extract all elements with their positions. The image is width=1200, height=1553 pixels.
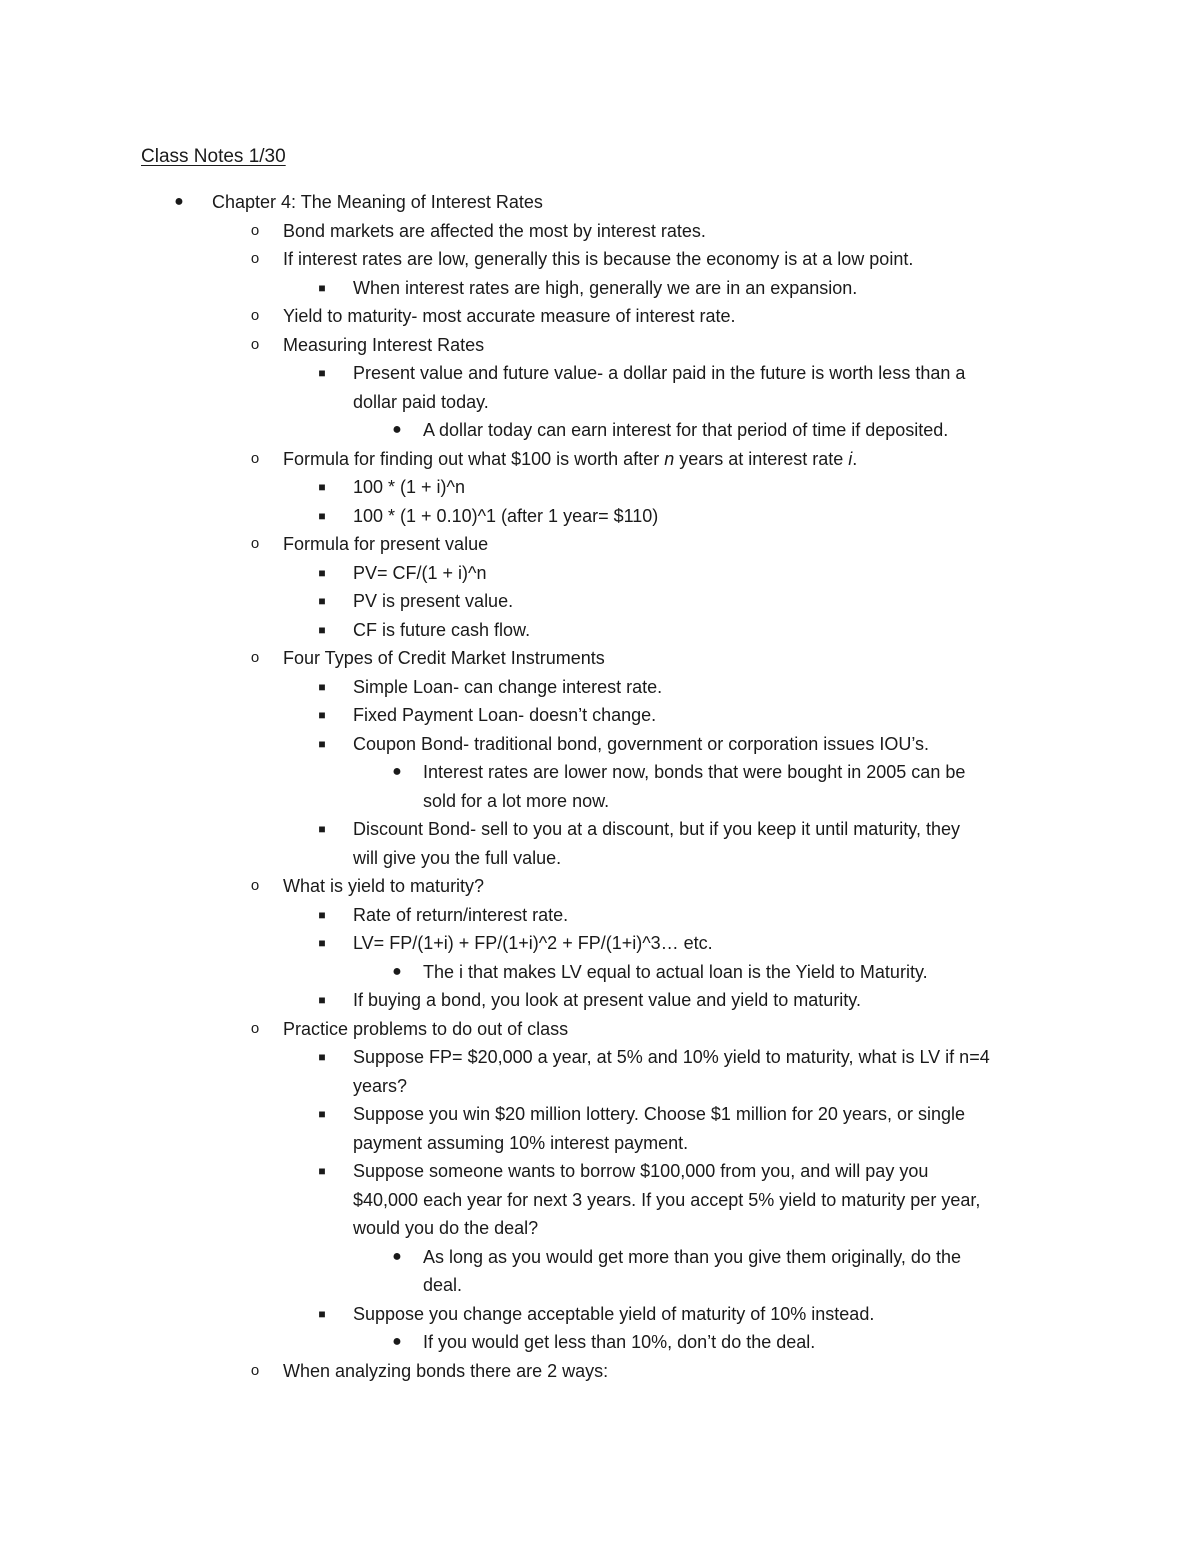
list-item — [0, 245, 1200, 274]
circle-bullet-icon: o — [250, 1361, 260, 1379]
square-bullet-icon: ■ — [318, 1107, 326, 1121]
list-item — [0, 758, 1200, 787]
notes-outline — [0, 188, 1200, 1385]
circle-bullet-icon: o — [250, 250, 260, 267]
list-item-text: Suppose someone wants to borrow $100,000 from you, and will pay you — [353, 1161, 929, 1181]
list-item-continuation — [0, 1072, 1200, 1101]
square-bullet-icon: ■ — [318, 679, 326, 694]
list-item — [0, 1157, 1200, 1186]
list-item-text: Suppose you win $20 million lottery. Choose $1 million for 20 years, or single — [353, 1104, 965, 1124]
disc-bullet-icon: ● — [174, 193, 184, 210]
list-item-text: LV= FP/(1+i) + FP/(1+i)^2 + FP/(1+i)^3… etc. — [353, 933, 713, 953]
list-item-text: When interest rates are high, generally we are in an expansion. — [353, 277, 858, 298]
square-bullet-icon: ■ — [318, 708, 326, 722]
list-item-text: years? — [353, 1075, 408, 1096]
square-bullet-icon: ■ — [318, 736, 326, 751]
square-bullet-icon: ■ — [318, 480, 326, 494]
list-item — [0, 331, 1200, 360]
square-bullet-icon: ■ — [318, 1050, 326, 1064]
list-item — [0, 644, 1200, 673]
list-item-text: If interest rates are low, generally this is because the economy is at a low point. — [283, 249, 914, 269]
circle-bullet-icon: o — [250, 877, 260, 894]
list-item-text — [283, 445, 857, 474]
list-item-text: Four Types of Credit Market Instruments — [283, 648, 605, 668]
list-item — [0, 815, 1200, 844]
disc-bullet-icon: ● — [392, 1247, 402, 1265]
square-bullet-icon: ■ — [318, 280, 326, 295]
square-bullet-icon: ■ — [318, 508, 326, 523]
list-item-text: Suppose you change acceptable yield of maturity of 10% instead. — [353, 1303, 875, 1324]
list-item-continuation — [0, 787, 1200, 816]
list-item-text: Interest rates are lower now, bonds that were bought in 2005 can be — [423, 762, 966, 782]
square-bullet-icon: ■ — [318, 822, 326, 836]
list-item-text: 100 * (1 + 0.10)^1 (after 1 year= $110) — [353, 505, 659, 526]
text-fragment: Formula for finding out what $100 is worth after — [283, 448, 665, 469]
list-item — [0, 1243, 1200, 1272]
list-item-text: Practice problems to do out of class — [283, 1018, 569, 1039]
list-item — [0, 559, 1200, 588]
list-item — [0, 701, 1200, 730]
list-item — [0, 1300, 1200, 1329]
list-item — [0, 673, 1200, 702]
list-item — [0, 616, 1200, 645]
list-item-text: Present value and future value- a dollar paid in the future is worth less than a — [353, 363, 966, 383]
list-item-text: The i that makes LV equal to actual loan is the Yield to Maturity. — [423, 961, 928, 982]
disc-bullet-icon: ● — [392, 1333, 402, 1350]
circle-bullet-icon: o — [250, 449, 260, 467]
list-item — [0, 416, 1200, 445]
list-item — [0, 587, 1200, 616]
list-item — [0, 1357, 1200, 1386]
list-item — [0, 502, 1200, 531]
square-bullet-icon: ■ — [318, 993, 326, 1007]
list-item-text: When analyzing bonds there are 2 ways: — [283, 1360, 609, 1381]
list-item-text: Chapter 4: The Meaning of Interest Rates — [212, 192, 543, 212]
list-item — [0, 1100, 1200, 1129]
square-bullet-icon: ■ — [318, 907, 326, 922]
circle-bullet-icon: o — [250, 1019, 260, 1037]
list-item-text: Coupon Bond- traditional bond, government or corporation issues IOU’s. — [353, 733, 929, 754]
list-item-text: Fixed Payment Loan- doesn’t change. — [353, 705, 657, 725]
list-item — [0, 1043, 1200, 1072]
list-item — [0, 730, 1200, 759]
list-item-text: If you would get less than 10%, don’t do the deal. — [423, 1332, 816, 1352]
list-item-text: $40,000 each year for next 3 years. If you accept 5% yield to maturity per year, — [353, 1189, 981, 1210]
list-item-text: Rate of return/interest rate. — [353, 904, 569, 925]
square-bullet-icon: ■ — [318, 936, 326, 950]
text-fragment: n — [664, 448, 675, 469]
list-item-text: Bond markets are affected the most by interest rates. — [283, 220, 706, 241]
list-item-text: A dollar today can earn interest for that period of time if deposited. — [423, 420, 949, 440]
list-item-text: What is yield to maturity? — [283, 876, 485, 896]
list-item-text: CF is future cash flow. — [353, 619, 531, 640]
list-item-text: would you do the deal? — [353, 1218, 539, 1238]
list-item — [0, 872, 1200, 901]
list-item — [0, 530, 1200, 559]
list-item-text: Formula for present value — [283, 534, 489, 554]
list-item-text: PV is present value. — [353, 591, 514, 611]
list-item-text: PV= CF/(1 + i)^n — [353, 562, 487, 583]
text-fragment: years at interest rate — [674, 448, 849, 469]
list-item-text: Yield to maturity- most accurate measure of interest rate. — [283, 306, 736, 326]
list-item-text: 100 * (1 + i)^n — [353, 477, 466, 497]
list-item-text: will give you the full value. — [353, 847, 562, 868]
list-item-text: If buying a bond, you look at present value and yield to maturity. — [353, 990, 861, 1010]
square-bullet-icon: ■ — [318, 594, 326, 608]
square-bullet-icon: ■ — [318, 1164, 326, 1178]
circle-bullet-icon: o — [250, 335, 260, 353]
list-item — [0, 188, 1200, 217]
list-item-text: dollar paid today. — [353, 391, 489, 412]
list-item — [0, 445, 1200, 474]
list-item — [0, 901, 1200, 930]
list-item-text: Discount Bond- sell to you at a discount, but if you keep it until maturity, they — [353, 819, 960, 839]
circle-bullet-icon: o — [250, 221, 260, 239]
circle-bullet-icon: o — [250, 649, 260, 666]
square-bullet-icon: ■ — [318, 622, 326, 637]
list-item — [0, 1015, 1200, 1044]
list-item-text: deal. — [423, 1275, 463, 1295]
square-bullet-icon: ■ — [318, 1306, 326, 1321]
list-item-continuation — [0, 388, 1200, 417]
text-fragment: i — [848, 448, 853, 469]
list-item-continuation — [0, 1129, 1200, 1158]
list-item — [0, 958, 1200, 987]
list-item-continuation — [0, 1186, 1200, 1215]
list-item — [0, 302, 1200, 331]
list-item-continuation — [0, 1214, 1200, 1243]
list-item — [0, 929, 1200, 958]
list-item-text: Simple Loan- can change interest rate. — [353, 676, 663, 697]
disc-bullet-icon: ● — [392, 763, 402, 780]
page-title: Class Notes 1/30 — [141, 146, 286, 167]
list-item — [0, 274, 1200, 303]
circle-bullet-icon: o — [250, 307, 260, 324]
list-item-text: As long as you would get more than you give them originally, do the — [423, 1246, 961, 1267]
circle-bullet-icon: o — [250, 535, 260, 552]
text-fragment: . — [852, 448, 858, 469]
list-item-text: payment assuming 10% interest payment. — [353, 1132, 689, 1153]
list-item — [0, 473, 1200, 502]
disc-bullet-icon: ● — [392, 421, 402, 438]
list-item-continuation — [0, 1271, 1200, 1300]
list-item-continuation — [0, 844, 1200, 873]
list-item — [0, 1328, 1200, 1357]
list-item-text: sold for a lot more now. — [423, 790, 610, 811]
list-item — [0, 217, 1200, 246]
square-bullet-icon: ■ — [318, 565, 326, 580]
square-bullet-icon: ■ — [318, 366, 326, 380]
list-item-text: Suppose FP= $20,000 a year, at 5% and 10% yield to maturity, what is LV if n=4 — [353, 1047, 990, 1067]
list-item-text: Measuring Interest Rates — [283, 334, 485, 355]
list-item — [0, 986, 1200, 1015]
list-item — [0, 359, 1200, 388]
disc-bullet-icon: ● — [392, 962, 402, 980]
